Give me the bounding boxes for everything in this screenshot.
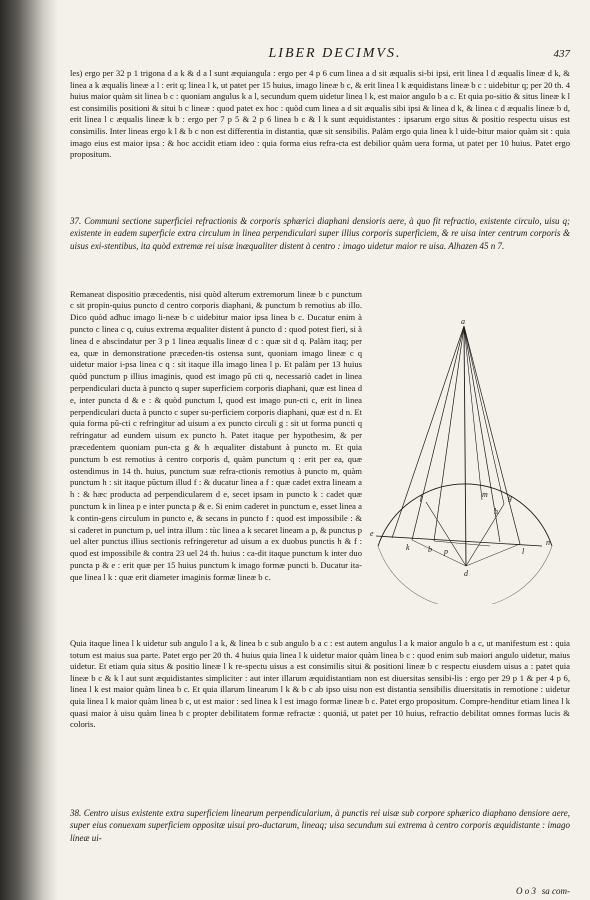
page-number: 437 <box>553 48 570 60</box>
ray-a-b <box>434 326 464 541</box>
label-b: b <box>428 545 432 554</box>
label-f: f <box>420 493 423 502</box>
label-k: k <box>406 543 410 552</box>
proposition-38-heading <box>70 798 570 853</box>
paragraph-proof-37-conclusion <box>70 638 570 731</box>
catchword: sa com- <box>541 886 570 896</box>
ray-a-e <box>392 326 464 538</box>
figure-svg <box>370 314 560 604</box>
binding-gutter <box>0 0 58 900</box>
proposition-text: 38. Centro uisus existente extra superficiem linearum perpendicularium, à punctis rei uisæ sub corpore sphærico diaphano densiore aere, super eius conuexam superficiem oppositæ uisui pro-ductarum, lineaq; uisa secundum sui extrema à centro corporis æquidistante : imago lineæ ui- <box>70 808 570 843</box>
paragraph-proof-36-conclusion <box>70 68 570 161</box>
signature-mark: O o 3 <box>516 886 536 896</box>
proposition-37-heading <box>70 206 570 261</box>
label-d: d <box>464 569 468 578</box>
ray-a-k <box>412 326 464 540</box>
ray-a-g <box>464 326 504 504</box>
line-e-n <box>376 536 542 546</box>
label-g: g <box>508 493 512 502</box>
label-e: e <box>370 529 374 538</box>
ray-a-m <box>464 326 482 500</box>
label-h: h <box>494 507 498 516</box>
label-p: p <box>444 547 448 556</box>
book-page <box>70 46 570 896</box>
proposition-text: 37. Communi sectione superficiei refractionis & corporis sphærici diaphani densioris aere, à quo fit refractio, existente circulo, uisu q; existente in eadem superficie extra circulum in linea perpendiculari super illius corporis superficiem, & re uisa inter centrum corporis & uisus exi-stentibus, ita quòd extremæ rei uisæ inæqualiter distent à centro : imago uidetur maior re uisa. Alhazen 45 n 7. <box>70 216 570 251</box>
label-a: a <box>461 317 465 326</box>
running-head: LIBER DECIMVS. <box>268 46 402 61</box>
label-n: n <box>546 538 550 547</box>
ray-a-l <box>464 326 520 544</box>
label-l: l <box>522 547 525 556</box>
paragraph-text: Quia itaque linea l k uidetur sub angulo l a k, & linea b c sub angulo b a c : est autem angulus l a k maior angulo b a c, ut manifestum est : quia totum est maius sua parte. Patet ergo per 20 th. 4 huius quia linea l k uidetur maior quàm linea b c : quod enim sub maiori angulo uidetur, maius uidetur. Et etiam quia situs & positio lineæ l k re-spectu uisus a est consimilis situi & positioni lineæ b c respectu eiusdem uisus a : patet quia lineæ b c & k l aut sunt æquidistantes simpliciter : aut inter illarum æquidistantiam non est diuersitas sensibi-lis : ergo per 29 p 1 & per 4 p 6, linea l k est maior quàm linea b c. Et quia illarum linearum l k & b c ab ipso uisu non est distantia sensibilis diuersitatis in remotione : uidetur quia linea l k maior quàm linea b c, ut est maior : sed linea k l est imago formæ lineæ b c. Patet ergo propositum. Compre-henditur etiam linea l k quasi maior à uisu quàm linea b c propter debilitatem formæ refractæ : quoniá, ut patet per 10 huius, refractio debilitat omnes formas lucis & coloris. <box>70 638 570 730</box>
paragraph-proof-37 <box>70 280 362 592</box>
paragraph-text: Remaneat dispositio præcedentis, nisi quòd alterum extremorum lineæ b c punctum c sit propin-quius puncto d centro corporis diaphani, & punctum b remotius ab illo. Dico quòd adhuc imago li-neæ b c uidebitur maior ipsa linea b c. Ducatur enim à puncto c linea c q, cuius extrema æqualiter distent à puncto d : quod potest fieri, si à linea d e abscindatur per 3 p 1 linea æqualis lineæ d c : quæ sit d q. Palàm itaq; per ea, quæ in demonstratione præceden-tis ostensa sunt, quoniam imago lineæ c q uidetur maior i-psa linea c q : sit itaque illa imago linea l p. Et palàm per 13 huius quòd punctum p illius imaginis, quod est imago pũ cti q, necessariò cadet in linea perpendiculari ducta à puncto q super superficiem corporis diaphani, quæ est linea d e, inter puncta d & e : & quòd punctum l, quod est imago pun-cti c, erit in linea perpendiculari ducta à puncto c super su-perficiem corporis diaphani, quæ est d n. Et quia forma pũ-cti c refringitur ad uisum a ex puncto circuli g : sit ut forma puncti q refringatur ad eundem uisum ex puncto h. Patet itaque per hypothesim, & per præcedentem quoniam pun-cta g & h æqualiter distabunt à puncto m. Et quia punctum b est remotius à centro corporis d, quàm punctum q : erit per ea, quæ ostendimus in 14 th. huius, punctum suæ refra-ctionis remotius à puncto m, quàm punctum h : sit itaque pũctum illud f : & ducatur linea a f : quæ cadet extra lineam a h : & hæc producta ad perpendicularem d e, secet ipsam in puncto k : cadet quæ punctum k in linea p e inter puncta p & e. Si enim caderet in punctum e, esset linea a k contin-gens circulum in puncto e, & secans in puncto f : quod est impossibile : & si caderet in punctum p, uel intra illum : tùc linea a k secaret lineam a p, & punctus p uel alter punctus illius sectionis refringeretur ad uisum a ex duobus punctis h & f : quod est impossibile & contra 23 uel 24 th. huius : ca-dit itaque punctum k inter duo puncta p & e : erit quæ per 15 huius punctum k imago formæ puncti b. Ducatur ita-que linea l k : quæ erit diameter imaginis formæ lineæ b c. <box>70 288 362 582</box>
line-g-d <box>466 504 504 566</box>
perpendicular-a-d <box>464 326 466 566</box>
line-b-c <box>434 541 490 546</box>
label-m: m <box>482 490 488 499</box>
geometric-figure <box>370 314 560 604</box>
paragraph-text: les) ergo per 32 p 1 trigona d a k & d a l sunt æquiangula : ergo per 4 p 6 cum linea a d sit æqualis si-bi ipsi, erit linea l d æqualis lineæ d k, & linea a k æqualis lineæ a l : erit q; linea l k, ut patet per 15 huius, imago lineæ b c, & erit linea l k æquidistans lineæ b c : uidebitur q; per 20 th. 4 huius maior quàm sit linea b c : quoniam angulus k a l, secundum quem uidetur linea l k, est maior angulo b a c. Et quia po-sitio & situs lineæ k l est consimilis positioni & situi b c lineæ : quod patet ex hoc : quòd cum linea a d sit æqualis sibi ipsi & linea d k, & linea c d æqualis lineæ b d, erit linea l c æqualis lineæ k b : ergo per 7 p 5 & 2 p 6 linea b c & l k sunt æquidistantes : ipsarum ergo situs & positio respectu uisus est consimilis. Inter lineas ergo k l & b c non est differentia in distantia, quæ sit sensibilis. Palàm ergo quia linea k l uide-bitur maior quàm sit : quia imago eius est maior ipsa : & hoc accidit etiam ideo : quia forma eius refra-cta est debilior quàm uera forma, ut patet per 10 huius. Patet ergo propositum. <box>70 68 570 160</box>
line-l-d <box>466 544 520 566</box>
